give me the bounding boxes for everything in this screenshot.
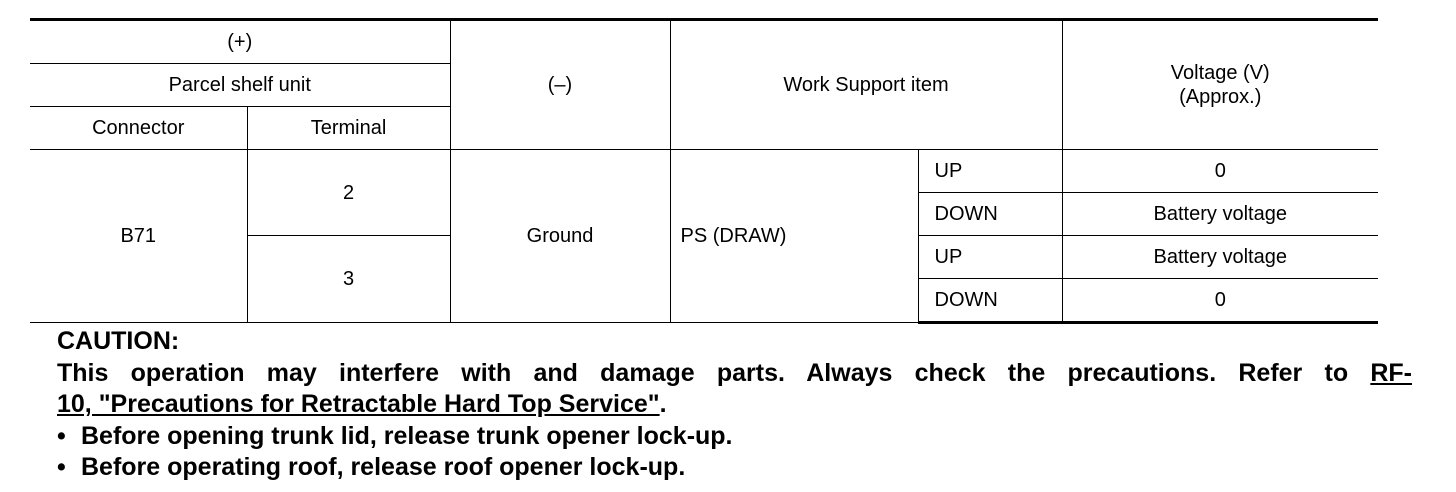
- cell-voltage: Battery voltage: [1062, 236, 1378, 279]
- caution-period: .: [659, 390, 667, 418]
- caution-text: [57, 358, 1412, 390]
- header-work-support-item: Work Support item: [670, 20, 1062, 150]
- precautions-link[interactable]: 10, "Precautions for Retractable Hard Top Service": [57, 390, 660, 418]
- cell-ground: Ground: [450, 150, 670, 323]
- cell-connector: B71: [30, 150, 247, 323]
- cell-work-support-item: PS (DRAW): [670, 150, 918, 323]
- caution-text-body: This operation may interfere with and damage parts. Always check the precautions. Refer to: [57, 358, 1371, 387]
- header-connector: Connector: [30, 107, 247, 150]
- caution-bullet-text: Before opening trunk lid, release trunk opener lock-up.: [81, 421, 733, 450]
- cell-terminal: 2: [247, 150, 450, 236]
- caution-bullet-text: Before operating roof, release roof opener lock-up.: [81, 453, 686, 481]
- cell-direction: DOWN: [918, 193, 1062, 236]
- precautions-link[interactable]: RF-: [1370, 358, 1412, 387]
- terminal-voltage-table: [30, 18, 1378, 324]
- cell-voltage: 0: [1062, 279, 1378, 323]
- header-parcel-shelf-unit: Parcel shelf unit: [30, 64, 450, 107]
- cell-voltage: Battery voltage: [1062, 193, 1378, 236]
- caution-bullet: [57, 421, 1412, 453]
- header-plus: (+): [30, 20, 450, 64]
- caution-text-cont: [57, 389, 1412, 421]
- header-voltage-unit: Voltage (V): [1170, 62, 1270, 84]
- cell-direction: UP: [918, 150, 1062, 193]
- bullet-icon: •: [57, 453, 66, 481]
- caution-title: CAUTION:: [57, 327, 180, 355]
- header-voltage-approx: (Approx.): [1179, 86, 1262, 108]
- cell-terminal: 3: [247, 236, 450, 323]
- caution-bullet: [57, 452, 1412, 484]
- bullet-icon: •: [57, 421, 66, 450]
- caution-block: [57, 326, 1412, 484]
- header-terminal: Terminal: [247, 107, 450, 150]
- cell-voltage: 0: [1062, 150, 1378, 193]
- header-minus: (–): [450, 20, 670, 150]
- cell-direction: DOWN: [918, 279, 1062, 323]
- cell-direction: UP: [918, 236, 1062, 279]
- header-voltage: [1062, 20, 1378, 150]
